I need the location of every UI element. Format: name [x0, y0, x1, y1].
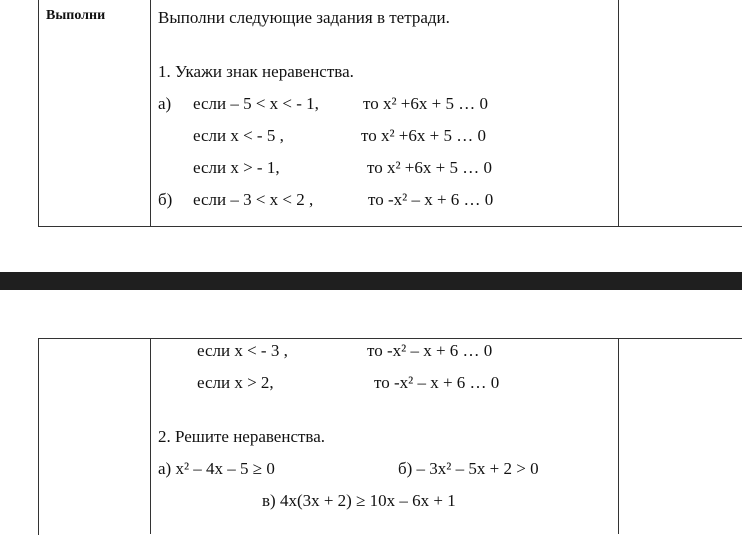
- result-text: то -х² – х + 6 … 0: [367, 341, 493, 360]
- top-page: [0, 0, 742, 228]
- result-text: то х² +6х + 5 … 0: [361, 126, 486, 145]
- condition-text: если х < - 5 ,: [193, 126, 284, 145]
- result-text: то х² +6х + 5 … 0: [363, 94, 488, 113]
- column-divider: [618, 338, 619, 534]
- column-divider: [150, 0, 151, 226]
- condition-text: если х > - 1,: [193, 158, 280, 177]
- condition-text: если – 5 < х < - 1,: [193, 94, 319, 113]
- row-marker: а): [158, 94, 172, 113]
- column-divider: [150, 338, 151, 534]
- condition-text: если х < - 3 ,: [197, 341, 288, 360]
- intro-text: Выполни следующие задания в тетради.: [158, 8, 450, 27]
- inequality-a: а) х² – 4х – 5 ≥ 0: [158, 459, 275, 478]
- condition-text: если – 3 < х < 2 ,: [193, 190, 314, 209]
- result-text: то -х² – х + 6 … 0: [368, 190, 494, 209]
- bottom-page: [0, 290, 742, 534]
- row-label: Выполни: [46, 8, 106, 23]
- task2-title: 2. Решите неравенства.: [158, 427, 326, 446]
- result-text: то х² +6х + 5 … 0: [367, 158, 492, 177]
- inequality-v: в) 4х(3х + 2) ≥ 10х – 6х + 1: [262, 491, 456, 510]
- column-divider: [618, 0, 619, 226]
- inequality-b: б) – 3х² – 5х + 2 > 0: [398, 459, 539, 478]
- result-text: то -х² – х + 6 … 0: [374, 373, 500, 392]
- row-marker: б): [158, 190, 173, 209]
- screenshot-divider: [0, 272, 742, 290]
- condition-text: если х > 2,: [197, 373, 274, 392]
- task1-title: 1. Укажи знак неравенства.: [158, 62, 354, 81]
